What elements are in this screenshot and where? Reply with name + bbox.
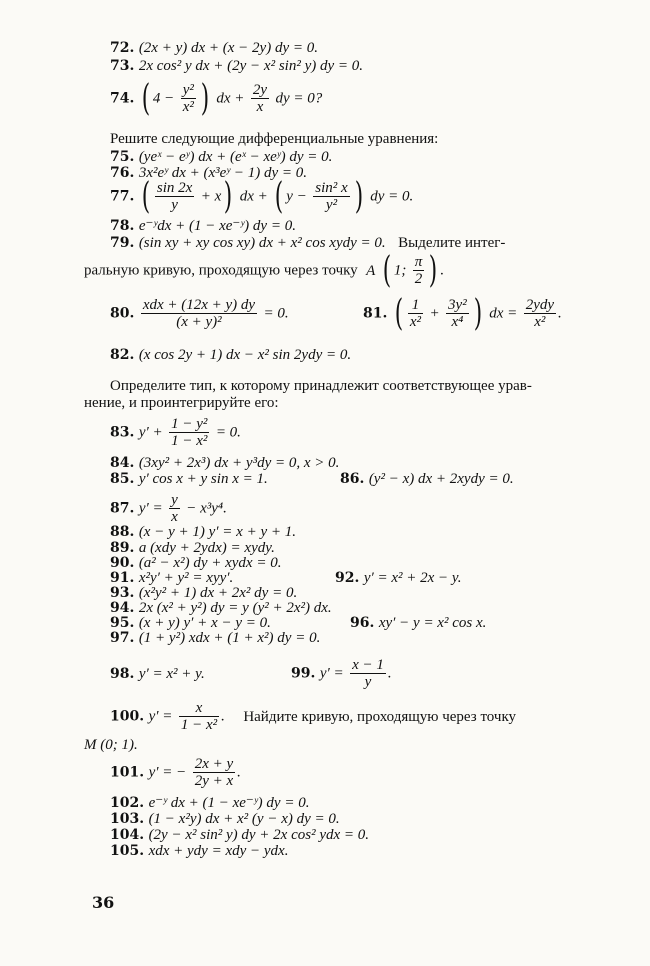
exercise-82 bbox=[110, 347, 351, 363]
equation: e⁻ʸdx + (1 − xe⁻ʸ) dy = 0. bbox=[138, 218, 296, 234]
left-paren: ( bbox=[275, 175, 284, 217]
equation-part: = 0. bbox=[215, 424, 241, 441]
denominator: y² bbox=[325, 197, 338, 213]
exercise-97 bbox=[110, 630, 320, 646]
left-paren: ( bbox=[141, 175, 151, 217]
fraction bbox=[446, 297, 469, 330]
exercise-88 bbox=[110, 524, 296, 540]
exercise-number: 87. bbox=[110, 500, 135, 517]
equation: y′ = x² + 2x − y. bbox=[363, 570, 462, 586]
exercise-79-continuation bbox=[84, 249, 445, 291]
fraction bbox=[155, 180, 194, 213]
point-label: M (0; 1). bbox=[84, 737, 138, 753]
fraction bbox=[350, 657, 386, 690]
exercise-95 bbox=[110, 615, 271, 631]
equation: 3x²eʸ dx + (x³eʸ − 1) dy = 0. bbox=[138, 165, 308, 181]
exercise-80 bbox=[110, 297, 289, 330]
period: . bbox=[558, 305, 562, 322]
numerator: 1 − y² bbox=[171, 416, 208, 432]
exercise-number: 81. bbox=[363, 305, 388, 322]
exercise-number: 85. bbox=[110, 471, 135, 487]
period: . bbox=[221, 708, 225, 725]
left-paren: ( bbox=[382, 249, 392, 291]
exercise-96 bbox=[350, 615, 486, 631]
denominator: 1 − x² bbox=[180, 717, 218, 733]
equation-part: y − bbox=[286, 188, 307, 205]
exercise-number: 91. bbox=[110, 570, 135, 586]
exercise-number: 84. bbox=[110, 455, 135, 471]
equation: (1 + y²) xdx + (1 + x²) dy = 0. bbox=[138, 630, 321, 646]
exercise-77 bbox=[110, 175, 414, 217]
exercise-number: 90. bbox=[110, 555, 135, 571]
exercise-100 bbox=[110, 700, 516, 733]
point-coord: 1; bbox=[393, 262, 407, 279]
equation: (2x + y) dx + (x − 2y) dy = 0. bbox=[138, 40, 318, 56]
exercise-100-continuation bbox=[84, 737, 138, 753]
exercise-89 bbox=[110, 540, 275, 556]
equation: x²y′ + y² = xyy′. bbox=[138, 570, 234, 586]
numerator: 2y bbox=[252, 82, 267, 98]
fraction bbox=[408, 297, 423, 330]
exercise-number: 76. bbox=[110, 165, 135, 181]
denominator: 1 − x² bbox=[171, 433, 208, 449]
exercise-85 bbox=[110, 471, 268, 487]
equation: (x + y) y′ + x − y = 0. bbox=[138, 615, 271, 631]
exercise-number: 99. bbox=[291, 665, 316, 682]
equation: y′ cos x + y sin x = 1. bbox=[138, 471, 268, 487]
instruction-text: Определите тип, к которому принадлежит соответствующее урав- bbox=[110, 378, 532, 394]
exercise-94 bbox=[110, 600, 332, 616]
equation-part: dx + bbox=[216, 90, 245, 107]
equation-part: + x bbox=[200, 188, 222, 205]
right-paren: ) bbox=[200, 77, 210, 119]
exercise-number: 105. bbox=[110, 843, 145, 859]
exercise-number: 94. bbox=[110, 600, 135, 616]
instruction-text: Выделите интег- bbox=[398, 235, 506, 251]
numerator: 2x + y bbox=[194, 756, 234, 772]
equation: (x cos 2y + 1) dx − x² sin 2ydy = 0. bbox=[138, 347, 352, 363]
equation: (3xy² + 2x³) dx + y³dy = 0, x > 0. bbox=[138, 455, 340, 471]
equation-part: dy = 0? bbox=[275, 90, 323, 107]
fraction bbox=[193, 756, 235, 789]
equation: (2y − x² sin² y) dy + 2x cos² ydx = 0. bbox=[148, 827, 370, 843]
numerator: sin² x bbox=[315, 180, 348, 196]
exercise-number: 104. bbox=[110, 827, 145, 843]
equation-part: dx + bbox=[239, 188, 268, 205]
period: . bbox=[237, 764, 241, 781]
equation: 2x cos² y dx + (2y − x² sin² y) dy = 0. bbox=[138, 58, 364, 74]
fraction bbox=[524, 297, 556, 330]
instruction-text: Решите следующие дифференциальные уравнения: bbox=[110, 131, 439, 147]
period: . bbox=[440, 262, 445, 279]
page-number: 36 bbox=[92, 893, 115, 912]
period: . bbox=[387, 665, 392, 682]
equation-part: dx = bbox=[489, 305, 518, 322]
equation-part: y′ = − bbox=[148, 764, 187, 781]
denominator: x bbox=[256, 99, 264, 115]
exercise-number: 79. bbox=[110, 235, 135, 251]
instruction-text: Найдите кривую, проходящую через точку bbox=[243, 708, 517, 725]
exercise-101 bbox=[110, 756, 241, 789]
equation: (yeˣ − eʸ) dx + (eˣ − xeʸ) dy = 0. bbox=[138, 149, 333, 165]
exercise-98 bbox=[110, 666, 205, 682]
left-paren: ( bbox=[394, 292, 404, 334]
exercise-90 bbox=[110, 555, 281, 571]
fraction bbox=[181, 82, 196, 115]
instruction-text: нение, и проинтегрируйте его: bbox=[84, 395, 279, 411]
exercise-number: 73. bbox=[110, 58, 135, 74]
numerator: y² bbox=[182, 82, 194, 98]
exercise-73 bbox=[110, 58, 363, 74]
exercise-number: 93. bbox=[110, 585, 135, 601]
exercise-number: 80. bbox=[110, 305, 135, 322]
equation-part: y′ + bbox=[138, 424, 163, 441]
exercise-number: 89. bbox=[110, 540, 135, 556]
equation: 2x (x² + y²) dy = y (y² + 2x²) dx. bbox=[138, 600, 332, 616]
fraction bbox=[169, 416, 209, 449]
numerator: π bbox=[414, 254, 423, 270]
denominator: 2 bbox=[414, 271, 423, 287]
right-paren: ) bbox=[473, 292, 482, 334]
equation-part: y′ = bbox=[319, 665, 344, 682]
exercise-99 bbox=[291, 657, 392, 690]
denominator: x bbox=[171, 509, 178, 525]
exercise-number: 102. bbox=[110, 795, 145, 811]
denominator: x² bbox=[409, 314, 422, 330]
denominator: y bbox=[364, 674, 372, 690]
right-paren: ) bbox=[224, 175, 233, 217]
exercise-number: 97. bbox=[110, 630, 135, 646]
equation: (a² − x²) dy + xydx = 0. bbox=[138, 555, 282, 571]
point-label: A bbox=[366, 262, 376, 279]
exercise-78 bbox=[110, 218, 296, 234]
equation: xdx + ydy = xdy − ydx. bbox=[148, 843, 289, 859]
equation-part: dy = 0. bbox=[370, 188, 414, 205]
exercise-number: 101. bbox=[110, 764, 145, 781]
denominator: x² bbox=[182, 99, 194, 115]
numerator: xdx + (12x + y) dy bbox=[142, 297, 256, 313]
exercise-number: 72. bbox=[110, 40, 135, 56]
equation-part: y′ = bbox=[148, 708, 173, 725]
equation-part: + bbox=[429, 305, 440, 322]
exercise-86 bbox=[340, 471, 514, 487]
fraction bbox=[169, 492, 180, 525]
denominator: (x + y)² bbox=[176, 314, 222, 330]
exercise-number: 92. bbox=[335, 570, 360, 586]
exercise-number: 77. bbox=[110, 188, 135, 205]
exercise-105 bbox=[110, 843, 288, 859]
equation: (x − y + 1) y′ = x + y + 1. bbox=[138, 524, 296, 540]
exercise-number: 82. bbox=[110, 347, 135, 363]
fraction bbox=[313, 180, 349, 213]
exercise-93 bbox=[110, 585, 297, 601]
exercise-83 bbox=[110, 416, 241, 449]
equation-part: y′ = bbox=[138, 500, 163, 517]
exercise-number: 103. bbox=[110, 811, 145, 827]
exercise-72 bbox=[110, 40, 318, 56]
equation: e⁻ʸ dx + (1 − xe⁻ʸ) dy = 0. bbox=[148, 795, 310, 811]
numerator: 1 bbox=[408, 297, 423, 314]
fraction bbox=[141, 297, 257, 330]
exercise-75 bbox=[110, 149, 332, 165]
exercise-84 bbox=[110, 455, 339, 471]
numerator: 3y² bbox=[448, 297, 467, 313]
right-paren: ) bbox=[429, 249, 438, 291]
exercise-81 bbox=[363, 292, 562, 334]
fraction bbox=[179, 700, 219, 733]
equation-part: = 0. bbox=[263, 305, 289, 322]
exercise-91 bbox=[110, 570, 233, 586]
exercise-number: 100. bbox=[110, 708, 145, 725]
numerator: sin 2x bbox=[156, 180, 193, 196]
numerator: y bbox=[171, 492, 178, 508]
exercise-number: 75. bbox=[110, 149, 135, 165]
numerator: 2ydy bbox=[525, 297, 555, 313]
exercise-74 bbox=[110, 77, 323, 119]
exercise-92 bbox=[335, 570, 462, 586]
exercise-103 bbox=[110, 811, 340, 827]
exercise-79 bbox=[110, 235, 505, 252]
exercise-number: 74. bbox=[110, 90, 135, 107]
denominator: x² bbox=[534, 314, 546, 330]
equation: (x²y² + 1) dx + 2x² dy = 0. bbox=[138, 585, 298, 601]
denominator: y bbox=[171, 197, 178, 213]
exercise-number: 86. bbox=[340, 471, 365, 487]
right-paren: ) bbox=[354, 175, 363, 217]
numerator: x bbox=[179, 700, 219, 717]
fraction bbox=[413, 254, 425, 287]
denominator: 2y + x bbox=[194, 773, 234, 789]
exercise-number: 98. bbox=[110, 666, 135, 682]
equation: y′ = x² + y. bbox=[138, 666, 205, 682]
exercise-102 bbox=[110, 795, 309, 811]
numerator: x − 1 bbox=[352, 657, 384, 673]
instruction-text: ральную кривую, проходящую через точку bbox=[84, 262, 358, 279]
equation: a (xdy + 2ydx) = xydy. bbox=[138, 540, 275, 556]
equation-part: − x³y⁴. bbox=[186, 500, 227, 517]
fraction bbox=[251, 82, 269, 115]
equation: (y² − x) dx + 2xydy = 0. bbox=[368, 471, 514, 487]
left-paren: ( bbox=[141, 77, 151, 119]
exercise-87 bbox=[110, 492, 227, 525]
denominator: x⁴ bbox=[451, 314, 464, 330]
equation: xy′ − y = x² cos x. bbox=[378, 615, 487, 631]
equation-part: 4 − bbox=[152, 90, 175, 107]
exercise-number: 78. bbox=[110, 218, 135, 234]
equation: (sin xy + xy cos xy) dx + x² cos xydy = 0. bbox=[138, 235, 386, 251]
exercise-number: 88. bbox=[110, 524, 135, 540]
exercise-number: 83. bbox=[110, 424, 135, 441]
exercise-number: 96. bbox=[350, 615, 375, 631]
exercise-number: 95. bbox=[110, 615, 135, 631]
equation: (1 − x²y) dx + x² (y − x) dy = 0. bbox=[148, 811, 340, 827]
exercise-104 bbox=[110, 827, 369, 843]
